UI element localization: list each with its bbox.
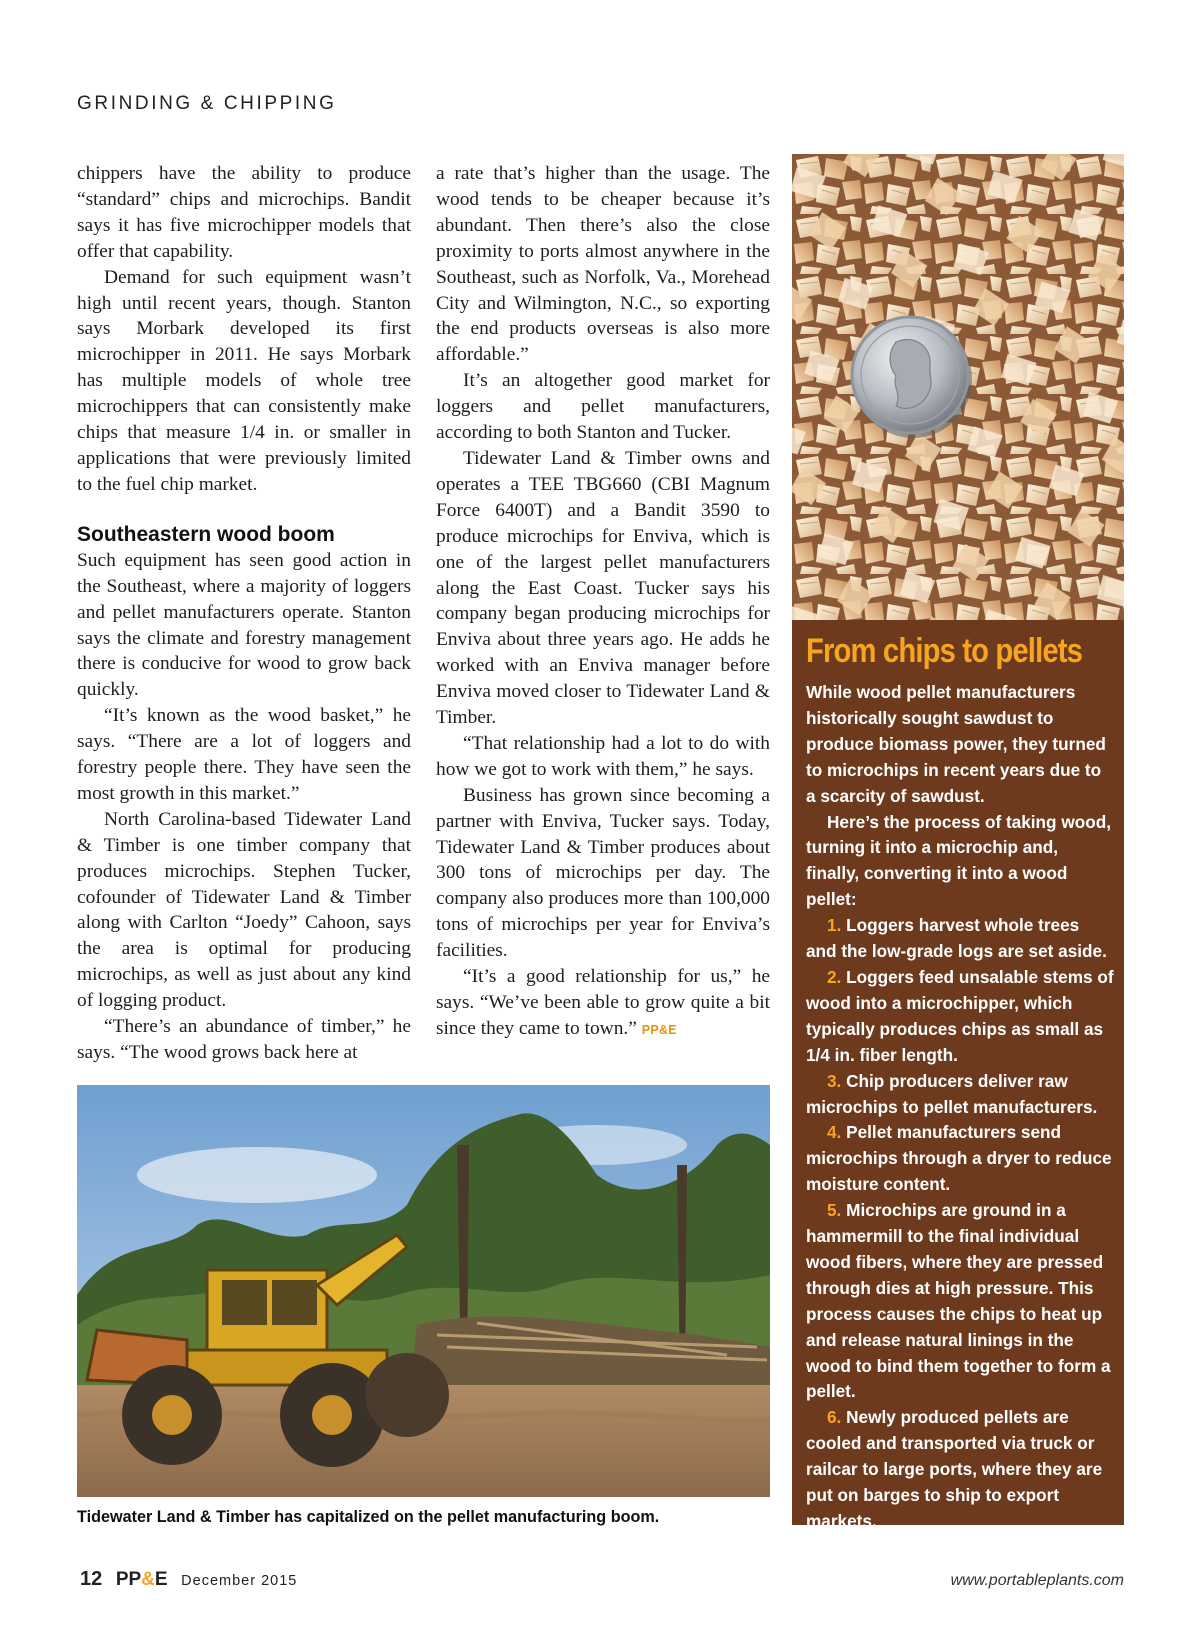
subheading: Southeastern wood boom (77, 522, 335, 546)
paragraph: It’s an altogether good market for loggers and pellet manufacturers, according to both Stanton and Tucker. (436, 370, 770, 444)
step-text: Loggers feed unsalable stems of wood into a microchipper, which typically produces chips as small as 1/4 in. fiber length. (806, 966, 1114, 1065)
paragraph: Business has grown since becoming a partner with Enviva, Tucker says. Today, Tidewater Land & Timber produces about 300 tons of microchips per day. The company also produces more than 100,000 tons of microchips per year for Enviva’s facilities. (436, 784, 770, 962)
magazine-e: E (154, 1569, 168, 1590)
sidebar-step (806, 965, 1114, 1069)
step-number: 2. (827, 966, 842, 987)
sidebar-step (806, 1405, 1114, 1535)
step-text: Microchips are ground in a hammermill to the final individual wood fibers, where they are pressed through dies at high pressure. This process causes the chips to heat up and release natural linings in the wood to bind them together to form a pellet. (806, 1200, 1111, 1402)
wood-chips-photo (792, 154, 1124, 620)
skidder-photo (77, 1085, 770, 1497)
magazine-logo (116, 1569, 168, 1590)
wood-chips-image (792, 154, 1124, 620)
photo-caption: Tidewater Land & Timber has capitalized on the pellet manufacturing boom. (77, 1508, 660, 1526)
footer-folio (80, 1568, 297, 1591)
skidder-image (77, 1085, 770, 1497)
step-number: 1. (827, 915, 842, 936)
step-number: 3. (827, 1070, 842, 1091)
sidebar-title: From chips to pellets (806, 632, 1083, 670)
paragraph: “There’s an abundance of timber,” he says. “The wood grows back here at (77, 1016, 411, 1063)
paragraph-text: “It’s a good relationship for us,” he says. “We’ve been able to grow quite a bit since they came to town.” (436, 966, 770, 1039)
step-number: 5. (827, 1200, 842, 1221)
step-number: 6. (827, 1407, 842, 1428)
article-column-1 (77, 161, 411, 1066)
step-text: Chip producers deliver raw microchips to pellet manufacturers. (806, 1070, 1098, 1117)
paragraph: Tidewater Land & Timber owns and operates a TEE TBG660 (CBI Magnum Force 6400T) and a Bandit 3590 to produce microchips for Enviva, which is one of the largest pellet manufacturers along the East Coast. Tucker says his company began producing microchips for Enviva about three years ago. He adds he worked with an Enviva manager before Enviva moved closer to Tidewater Land & Timber. (436, 447, 770, 729)
sidebar-box (792, 620, 1124, 1531)
section-title: GRINDING & CHIPPING (77, 93, 337, 114)
step-text: Newly produced pellets are cooled and transported via truck or railcar to large ports, where they are put on barges to ship to export markets. (806, 1407, 1103, 1531)
issue-date: December 2015 (181, 1573, 298, 1589)
sidebar-step (806, 1069, 1114, 1121)
sidebar-intro: While wood pellet manufacturers historically sought sawdust to produce biomass power, they turned to microchips in recent years due to a scarcity of sawdust. (806, 682, 1106, 806)
paragraph: Demand for such equipment wasn’t high until recent years, though. Stanton says Morbark developed its first microchipper in 2011. He says Morbark has multiple models of whole tree microchippers that can consistently make chips that measure 1/4 in. or smaller in applications that were previously limited to the fuel chip market. (77, 266, 411, 495)
sidebar-step (806, 1198, 1114, 1405)
paragraph: North Carolina-based Tidewater Land & Timber is one timber company that produces microchips. Stephen Tucker, cofounder of Tidewater Land & Timber along with Carlton “Joedy” Cahoon, says the area is optimal for producing microchips, as well as just about any kind of logging product. (77, 808, 411, 1012)
paragraph: Such equipment has seen good action in the Southeast, where a majority of loggers and pellet manufacturers operate. Stanton says the climate and forestry management there is conducive for wood to grow back quickly. (77, 549, 411, 701)
paragraph (436, 964, 770, 1044)
paragraph: “That relationship had a lot to do with how we got to work with them,” he says. (436, 732, 770, 780)
paragraph: “It’s known as the wood basket,” he says. “There are a lot of loggers and forestry people there. They have seen the most growth in this market.” (77, 705, 411, 804)
website-url[interactable]: www.portableplants.com (950, 1572, 1124, 1589)
step-text: Pellet manufacturers send microchips through a dryer to reduce moisture content. (806, 1122, 1112, 1195)
sidebar-step (806, 913, 1114, 965)
step-text: Loggers harvest whole trees and the low-grade logs are set aside. (806, 915, 1107, 962)
page-number: 12 (80, 1568, 103, 1590)
end-mark: PP&E (641, 1022, 677, 1037)
magazine-pp: PP (115, 1569, 142, 1590)
paragraph: chippers have the ability to produce “standard” chips and microchips. Bandit says it has five microchipper models that offer that capability. (77, 163, 411, 262)
article-column-2 (436, 161, 770, 1044)
paragraph: a rate that’s higher than the usage. The wood tends to be cheaper because it’s abundant. Then there’s also the close proximity to ports almost anywhere in the Southeast, such as Norfolk, Va., Morehead City and Wilmington, N.C., so exporting the end products overseas is also more affordable.” (436, 163, 770, 366)
sidebar-step (806, 1120, 1114, 1198)
sidebar-lead: Here’s the process of taking wood, turning it into a microchip and, finally, converting it into a wood pellet: (806, 811, 1111, 910)
step-number: 4. (827, 1122, 842, 1143)
magazine-amp: & (141, 1569, 155, 1590)
